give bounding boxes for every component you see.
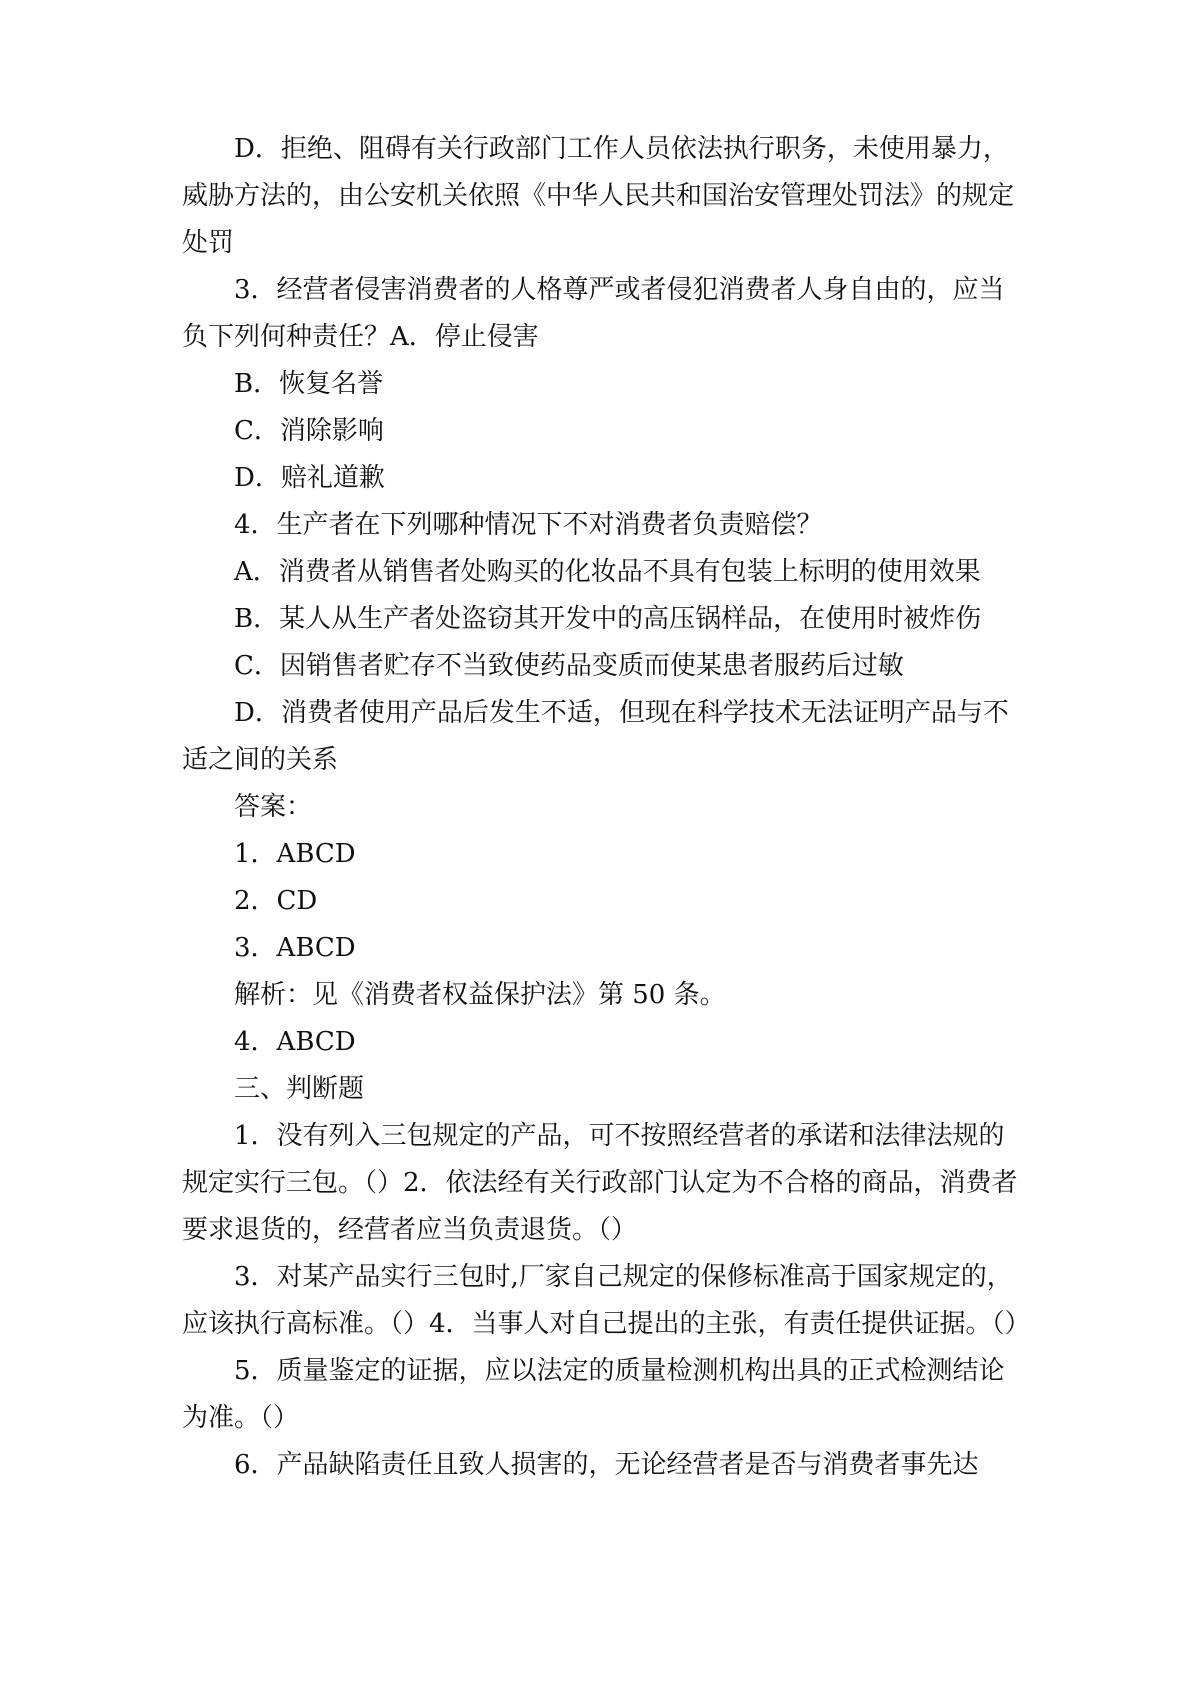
paragraph-question-4: 4．生产者在下列哪种情况下不对消费者负责赔偿？ xyxy=(234,510,823,540)
paragraph-tf-3-4: 3．对某产品实行三包时,厂家自己规定的保修标准高于国家规定的，应该执行高标准。（）4．当事人对自己提出的主张，有责任提供证据。（） xyxy=(182,1262,1031,1339)
paragraph-answers-heading: 答案： xyxy=(234,792,313,822)
paragraph-q4-option-a: A．消费者从销售者处购买的化妆品不具有包装上标明的使用效果 xyxy=(234,557,981,587)
paragraph-section-true-false: 三、判断题 xyxy=(234,1074,365,1104)
paragraph-answer-3: 3．ABCD xyxy=(234,933,356,963)
paragraph-tf-1-2: 1．没有列入三包规定的产品，可不按照经营者的承诺和法律法规的规定实行三包。（）2．依法经有关行政部门认定为不合格的商品，消费者要求退货的，经营者应当负责退货。（） xyxy=(182,1121,1018,1245)
paragraph-answer-1: 1．ABCD xyxy=(234,839,356,869)
paragraph-option-b: B．恢复名誉 xyxy=(234,369,384,399)
document-page xyxy=(182,126,1031,1489)
paragraph-q4-option-d: D．消费者使用产品后发生不适，但现在科学技术无法证明产品与不适之间的关系 xyxy=(182,698,1009,775)
paragraph-analysis: 解析：见《消费者权益保护法》第 50 条。 xyxy=(234,980,726,1010)
paragraph-answer-4: 4．ABCD xyxy=(234,1027,356,1057)
paragraph-tf-6: 6．产品缺陷责任且致人损害的，无论经营者是否与消费者事先达 xyxy=(234,1450,979,1480)
paragraph-q4-option-c: C．因销售者贮存不当致使药品变质而使某患者服药后过敏 xyxy=(234,651,904,681)
paragraph-option-c: C．消除影响 xyxy=(234,416,384,446)
paragraph-option-d: D．赔礼道歉 xyxy=(234,463,385,493)
paragraph-option-d-refusal: D．拒绝、阻碍有关行政部门工作人员依法执行职务，未使用暴力，威胁方法的，由公安机关依照《中华人民共和国治安管理处罚法》的规定处罚 xyxy=(182,134,1015,258)
paragraph-question-3: 3．经营者侵害消费者的人格尊严或者侵犯消费者人身自由的，应当负下列何种责任？A．停止侵害 xyxy=(182,275,1005,352)
paragraph-answer-2: 2．CD xyxy=(234,886,318,916)
paragraph-tf-5: 5．质量鉴定的证据，应以法定的质量检测机构出具的正式检测结论为准。（） xyxy=(182,1356,1005,1433)
paragraph-q4-option-b: B．某人从生产者处盗窃其开发中的高压锅样品，在使用时被炸伤 xyxy=(234,604,982,634)
